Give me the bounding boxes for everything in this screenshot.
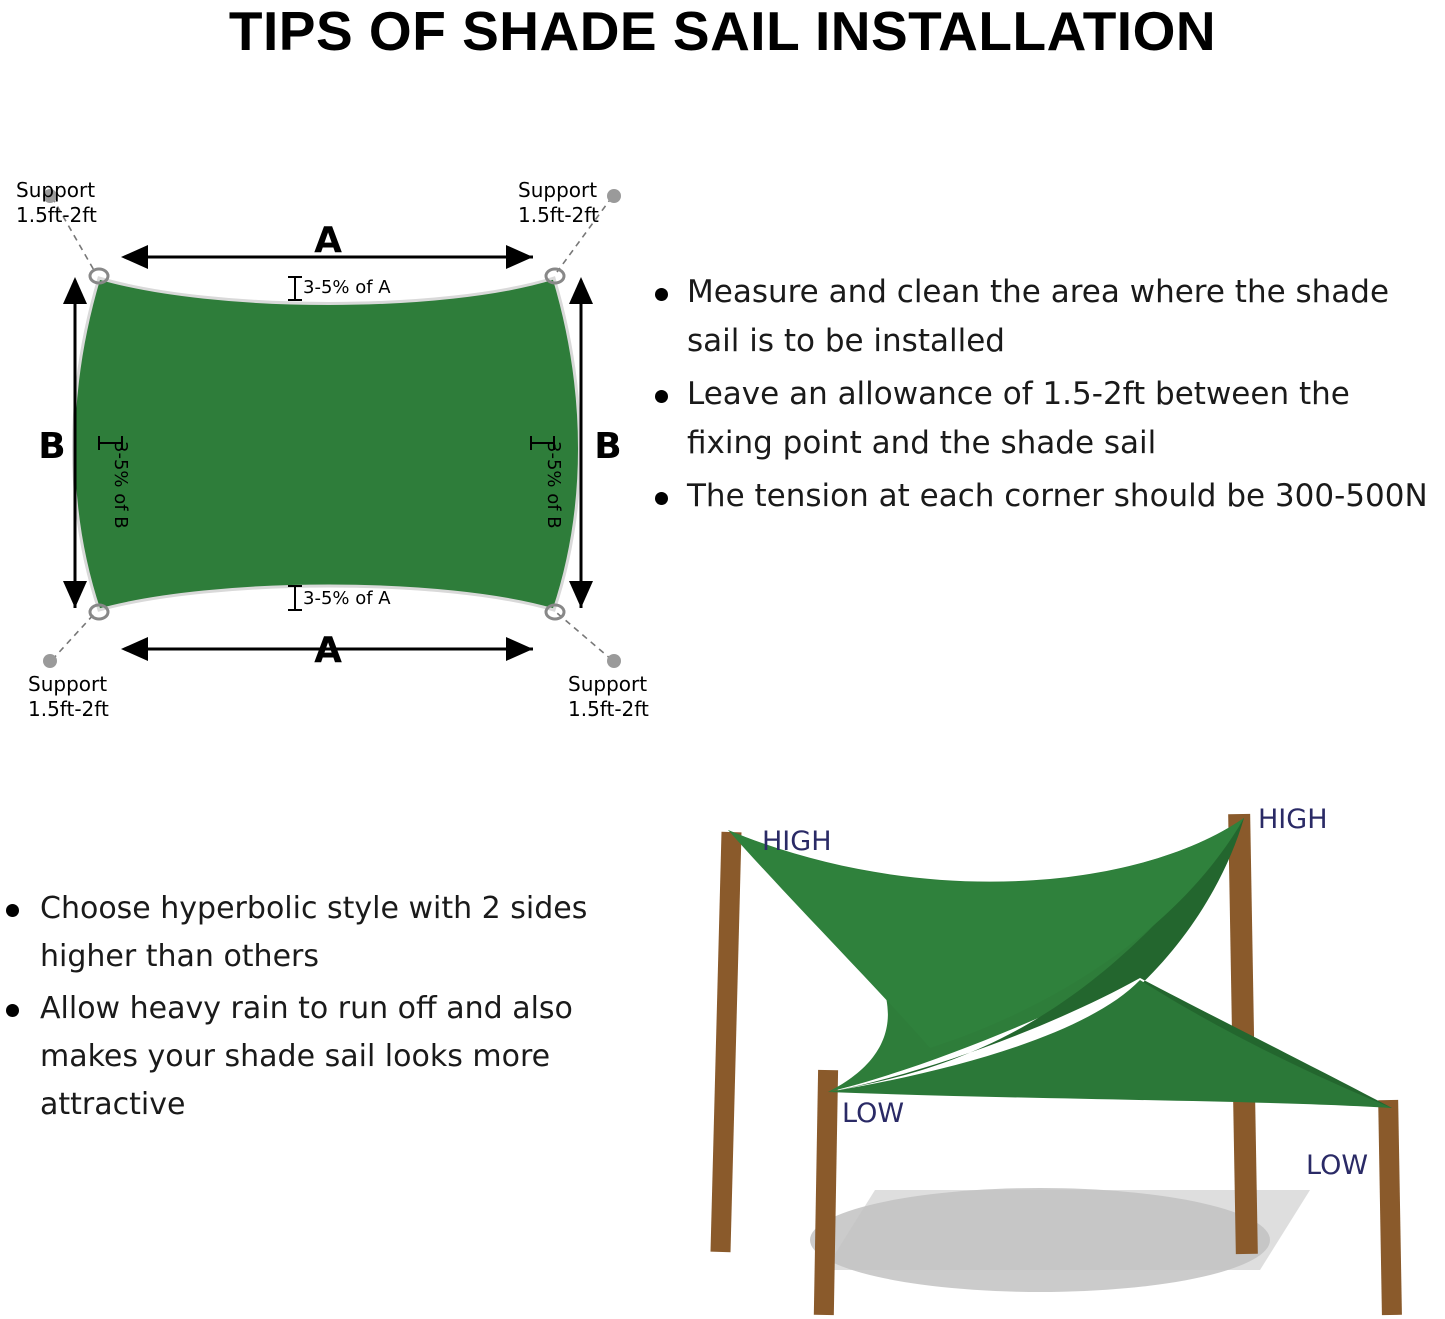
label-high-left: HIGH [762,826,832,857]
svg-text:3-5% of B: 3-5% of B [110,441,131,529]
list-item: The tension at each corner should be 300-500N [645,472,1445,521]
svg-text:3-5% of A: 3-5% of A [303,277,391,298]
support-label-line1: Support [518,178,598,202]
support-label-line2: 1.5ft-2ft [568,697,649,721]
svg-text:A: A [314,220,342,261]
hyperbolic-sail-diagram [620,770,1445,1319]
svg-text:3-5% of B: 3-5% of B [543,441,564,529]
rectangular-sail-diagram [0,160,660,740]
support-label-line1: Support [28,672,108,696]
label-high-right: HIGH [1258,804,1328,835]
svg-text:3-5% of A: 3-5% of A [303,588,391,609]
support-label-line2: 1.5ft-2ft [16,203,97,227]
support-label-line2: 1.5ft-2ft [28,697,109,721]
page-title: TIPS OF SHADE SAIL INSTALLATION [228,0,1217,62]
svg-text:B: B [38,426,66,467]
svg-text:A: A [314,630,342,671]
support-label-top-right [518,178,599,228]
support-label-line2: 1.5ft-2ft [518,203,599,227]
tips-list-left [0,885,620,1133]
support-label-bottom-left [28,672,109,722]
list-item: Leave an allowance of 1.5-2ft between the fixing point and the shade sail [645,370,1445,468]
label-low-right: LOW [1306,1150,1369,1181]
tips-list-right [645,268,1445,525]
list-item: Measure and clean the area where the shade sail is to be installed [645,268,1445,366]
support-label-top-left [16,178,97,228]
support-label-line1: Support [568,672,648,696]
support-label-line1: Support [16,178,96,202]
label-low-left: LOW [842,1098,905,1129]
svg-text:B: B [594,426,622,467]
list-item: Choose hyperbolic style with 2 sides higher than others [0,885,620,981]
list-item: Allow heavy rain to run off and also makes your shade sail looks more attractive [0,985,620,1129]
support-label-bottom-right [568,672,649,722]
